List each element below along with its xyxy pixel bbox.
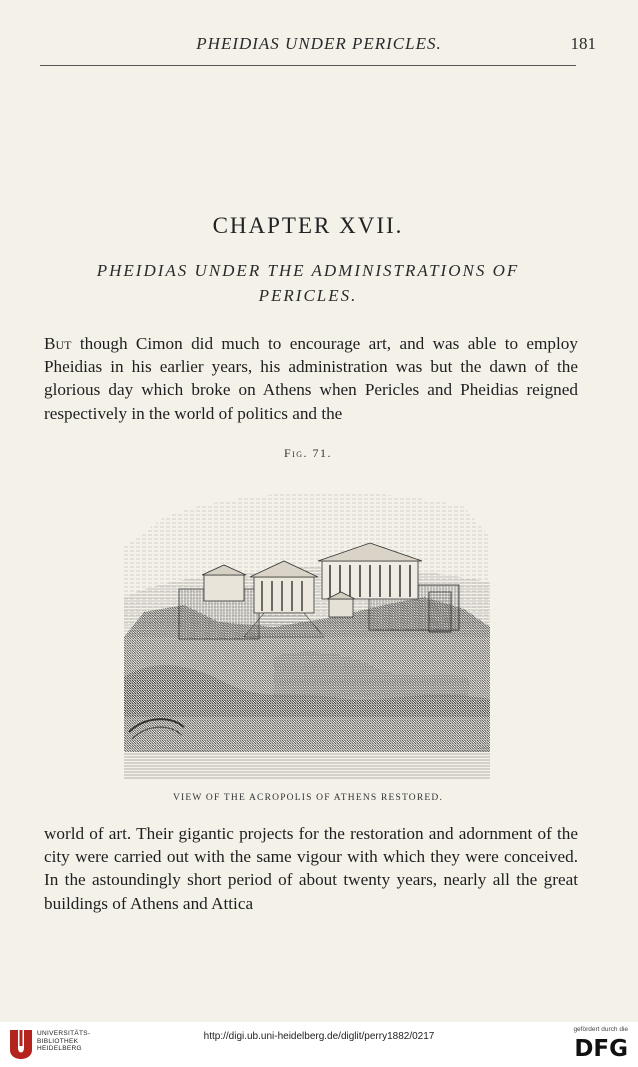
chapter-title: CHAPTER XVII.	[212, 213, 404, 238]
running-title: PHEIDIAS UNDER PERICLES.	[196, 34, 442, 53]
funder-note: gefördert durch die	[573, 1026, 628, 1033]
temple-of-nike	[329, 599, 353, 617]
paragraph-1-text: though Cimon did much to encourage art, and was able to employ Pheidias in his earlier years, his administration was but the dawn of the glorious day which broke on Athens when Pericles and Pheidias reigned respectively in the world of politics and the	[44, 334, 578, 423]
library-name-line-2: BIBLIOTHEK	[37, 1037, 79, 1045]
figure-label	[40, 446, 576, 461]
library-name-line-3: HEIDELBERG	[37, 1045, 82, 1052]
dfg-logo: DFG	[574, 1036, 628, 1062]
figure-caption: VIEW OF THE ACROPOLIS OF ATHENS RESTORED.	[172, 793, 444, 803]
header-rule	[40, 65, 576, 66]
page-number: 181	[570, 34, 596, 53]
chapter-subtitle-line-2: PERICLES.	[258, 286, 358, 305]
running-head	[40, 34, 598, 58]
propylaea-wing	[204, 575, 244, 601]
chapter-subtitle-line-1: PHEIDIAS UNDER THE ADMINISTRATIONS OF	[96, 261, 520, 280]
permalink-url[interactable]: http://digi.ub.uni-heidelberg.de/diglit/perry1882/0217	[203, 1031, 435, 1042]
tower-right	[429, 592, 451, 632]
figure-label-text: Fig. 71.	[283, 446, 333, 460]
paragraph-2: world of art. Their gigantic projects for the restoration and adornment of the city were carried out with the same vigour with which they were conceived. In the astoundingly short period of about twenty years, nearly all the great buildings of Athens and Attica	[44, 824, 578, 913]
library-name-line-1: UNIVERSITÄTS-	[37, 1030, 91, 1037]
propylaea	[254, 577, 314, 613]
chapter-subtitle	[50, 258, 566, 308]
paragraph-1-lead: But	[44, 334, 72, 353]
acropolis-engraving	[124, 477, 490, 779]
footer-bar	[0, 1022, 638, 1067]
paragraph-1	[44, 332, 578, 425]
